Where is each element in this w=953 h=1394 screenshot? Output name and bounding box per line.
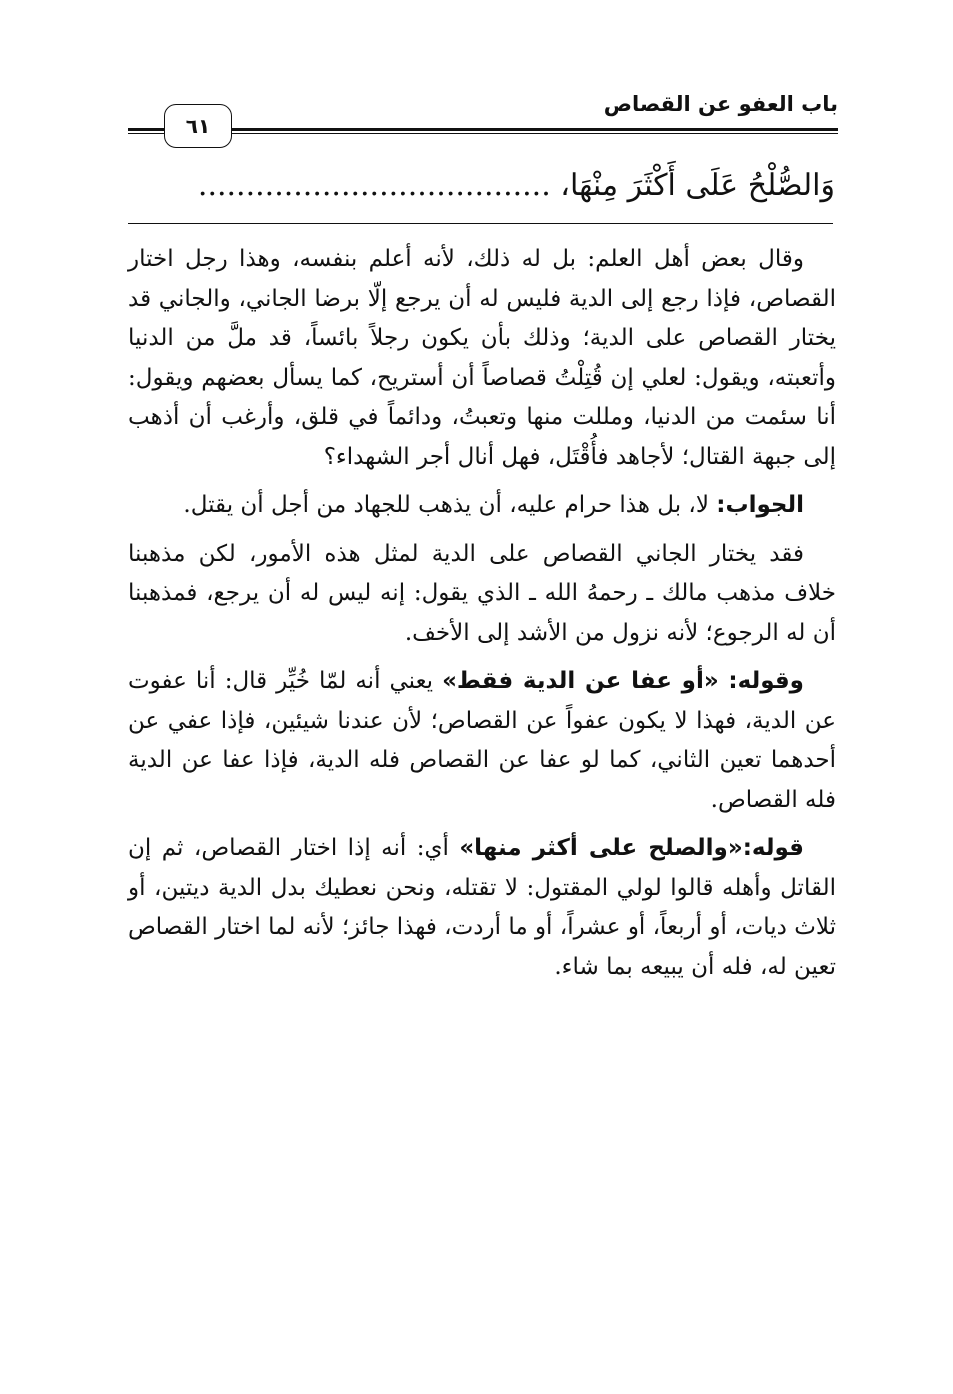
paragraph-5-text: أي: أنه إذا اختار القصاص، ثم إن القاتل وأهله قالوا لولي المقتول: لا تقتله، ونحن نعطيك بدل الدية ديتين، أو ثلاث ديات، أو أربعاً، أو عشراً، أو ما أردت، فهذا جائز؛ لأنه لما اختار القصاص تعين له، فله أن يبيعه بما شاء.: [128, 835, 836, 980]
paragraph-1: وقال بعض أهل العلم: بل له ذلك، لأنه أعلم بنفسه، وهذا رجل اختار القصاص، فإذا رجع إلى الدية فليس له أن يرجع إلّا برضا الجاني، والجاني قد يختار القصاص على الدية؛ وذلك بأن يكون رجلاً بائساً، قد ملَّ من الدنيا وأتعبته، ويقول: لعلي إن قُتِلْتُ قصاصاً أن أستريح، كما يسأل بعضهم ويقول: أنا سئمت من الدنيا، ومللت منها وتعبتُ، ودائماً في قلق، وأرغب أن أذهب إلى جبهة القتال؛ لأجاهد فأُقْتَل، فهل أنال أجر الشهداء؟: [128, 246, 836, 470]
quote-lead: وقوله:: [728, 668, 804, 694]
commentary-body: [128, 240, 836, 996]
paragraph-5: [128, 829, 836, 987]
matn-divider: [128, 223, 833, 224]
matn-text: وَالصُّلْحُ عَلَى أَكْثَرَ مِنْهَا، .....................................: [197, 168, 835, 203]
paragraph-2: [128, 486, 836, 526]
header-rule: [232, 128, 838, 134]
paragraph-3: فقد يختار الجاني القصاص على الدية لمثل هذه الأمور، لكن مذهبنا خلاف مذهب مالك ـ رحمهُ الله ـ الذي يقول: إنه ليس له أن يرجع، فمذهبنا أن له الرجوع؛ لأنه نزول من الأشد إلى الأخف.: [128, 540, 836, 646]
header-rule-left: [128, 128, 164, 134]
page-number: ٦١: [164, 104, 232, 148]
quote-lead: قوله:: [742, 835, 804, 861]
quoted-phrase: «أو عفا عن الدية فقط»: [442, 668, 729, 694]
paragraph-4-text: يعني أنه لمّا خُيِّر قال: أنا عفوت عن الدية، فهذا لا يكون عفواً عن القصاص؛ لأن عندنا شيئين، فإذا عفي عن أحدهما تعين الثاني، كما لو عفا عن القصاص فله الدية، فإذا عفا عن الدية فله القصاص.: [128, 668, 836, 813]
paragraph-4: [128, 662, 836, 820]
running-title: باب العفو عن القصاص: [603, 92, 838, 116]
answer-text: لا، بل هذا حرام عليه، أن يذهب للجهاد من أجل أن يقتل.: [183, 492, 717, 518]
page-header: [128, 86, 838, 152]
answer-label: الجواب:: [716, 492, 804, 518]
quoted-phrase: «والصلح على أكثر منها»: [459, 835, 743, 861]
